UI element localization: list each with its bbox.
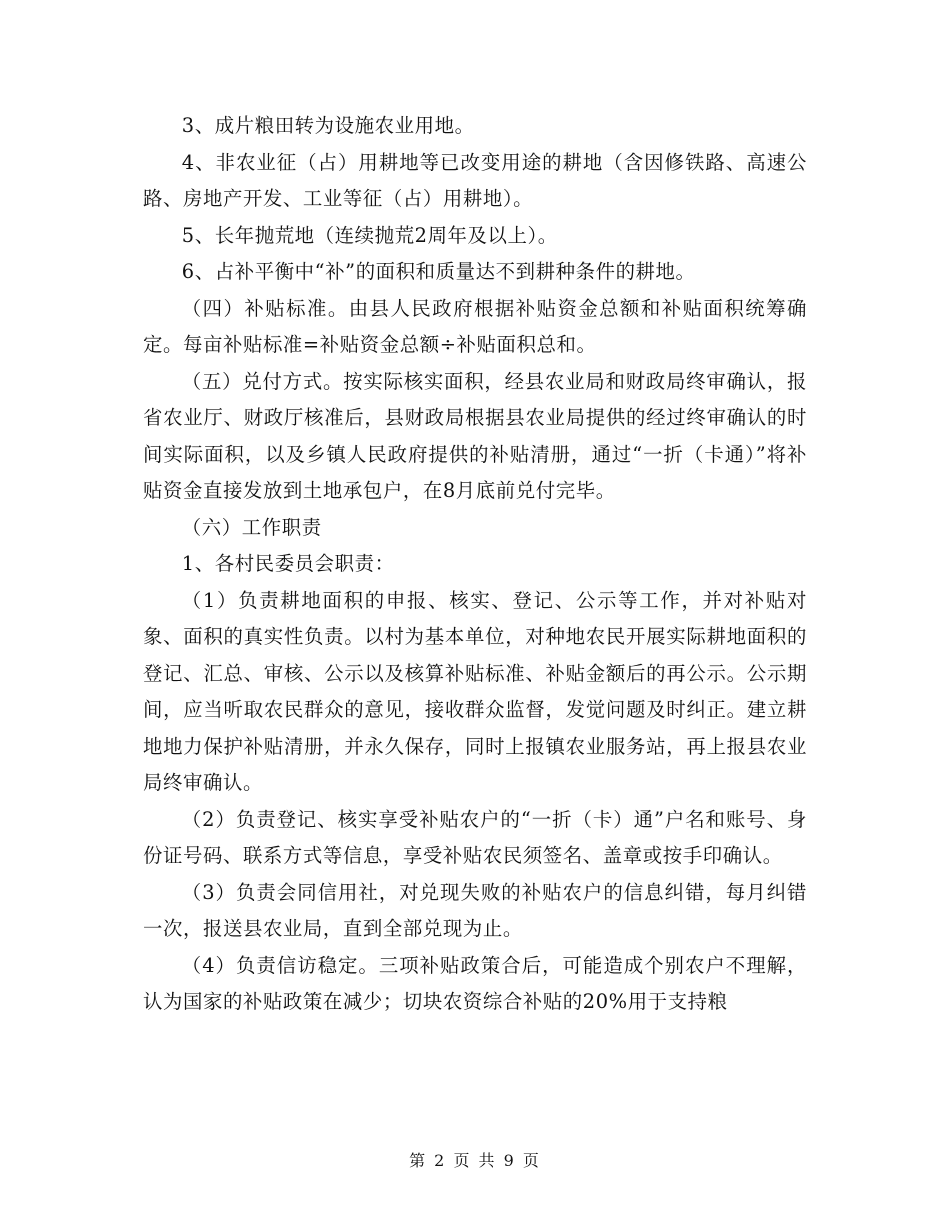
document-body: [143, 108, 807, 1021]
subheading-village-committee: 1、各村民委员会职责：: [181, 552, 395, 575]
paragraph-subsidy-standard: （四）补贴标准。由县人民政府根据补贴资金总额和补贴面积统筹确定。每亩补贴标准=补贴资金总额÷补贴面积总和。: [143, 296, 807, 356]
page-number-footer: 第 2 页 共 9 页: [409, 1151, 541, 1170]
paragraph-payment-method: （五）兑付方式。按实际核实面积，经县农业局和财政局终审确认，报省农业厅、财政厅核准后，县财政局根据县农业局提供的经过终审确认的时间实际面积，以及乡镇人民政府提供的补贴清册，通过“一折（卡通）”将补贴资金直接发放到土地承包户，在8月底前兑付完毕。: [143, 369, 807, 502]
paragraph-duty-2: （2）负责登记、核实享受补贴农户的“一折（卡）通”户名和账号、身份证号码、联系方式等信息，享受补贴农民须签名、盖章或按手印确认。: [143, 807, 807, 867]
section-heading-duties: （六）工作职责: [181, 515, 322, 539]
paragraph-duty-1: （1）负责耕地面积的申报、核实、登记、公示等工作，并对补贴对象、面积的真实性负责。以村为基本单位，对种地农民开展实际耕地面积的登记、汇总、审核、公示以及核算补贴标准、补贴金额后的再公示。公示期间，应当听取农民群众的意见，接收群众监督，发觉问题及时纠正。建立耕地地力保护补贴清册，并永久保存，同时上报镇农业服务站，再上报县农业局终审确认。: [143, 588, 807, 794]
paragraph-item-4: 4、非农业征（占）用耕地等已改变用途的耕地（含因修铁路、高速公路、房地产开发、工业等征（占）用耕地）。: [143, 150, 807, 210]
paragraph-item-6: 6、占补平衡中“补”的面积和质量达不到耕种条件的耕地。: [181, 260, 696, 283]
paragraph-item-3: 3、成片粮田转为设施农业用地。: [181, 114, 475, 137]
paragraph-duty-3: （3）负责会同信用社，对兑现失败的补贴农户的信息纠错，每月纠错一次，报送县农业局，直到全部兑现为止。: [143, 880, 807, 940]
paragraph-item-5: 5、长年抛荒地（连续抛荒2周年及以上）。: [181, 223, 558, 247]
paragraph-duty-4: （4）负责信访稳定。三项补贴政策合后，可能造成个别农户不理解，认为国家的补贴政策在减少；切块农资综合补贴的20%用于支持粮: [143, 953, 807, 1013]
